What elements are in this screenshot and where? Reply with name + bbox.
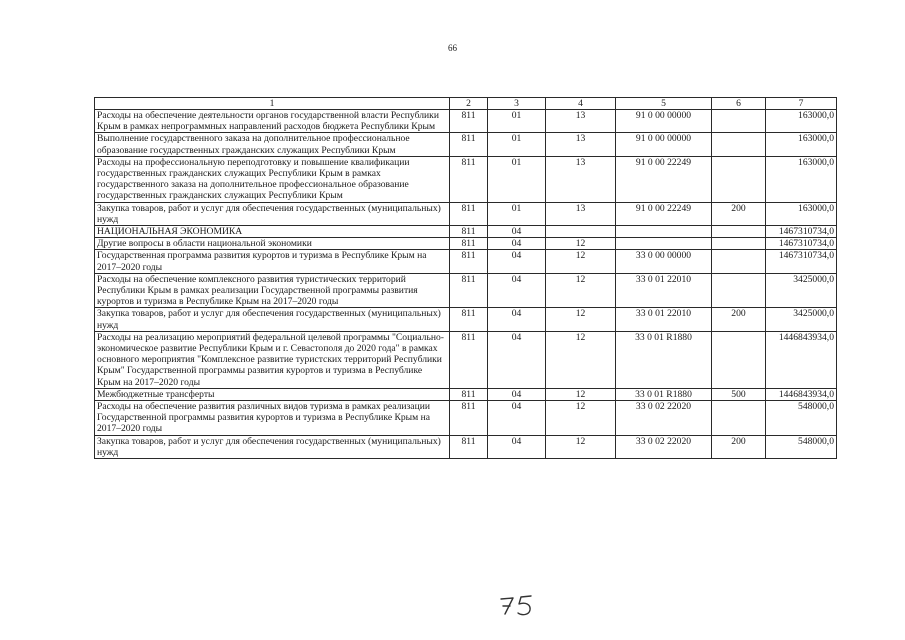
expense-name: Выполнение государственного заказа на дополнительное профессиональное образование государственных гражданских служащих Республики Крым [95, 133, 450, 156]
target-article-code: 33 0 01 22010 [616, 273, 712, 308]
expense-type-code: 500 [712, 388, 766, 400]
budget-table [94, 97, 837, 459]
subsection-code: 12 [546, 273, 616, 308]
expense-type-code [712, 110, 766, 133]
expense-name: Расходы на профессиональную переподготовку и повышение квалификации государственных гражданских служащих Республики Крым в рамках государственного заказа на дополнительное профессиональное образование государственных гражданских служащих Республики Крым [95, 156, 450, 202]
section-code: 04 [488, 388, 546, 400]
expense-name: Другие вопросы в области национальной экономики [95, 238, 450, 250]
target-article-code: 33 0 02 22020 [616, 401, 712, 436]
expense-type-code [712, 250, 766, 273]
expense-name: НАЦИОНАЛЬНАЯ ЭКОНОМИКА [95, 226, 450, 238]
subsection-code [546, 226, 616, 238]
section-code: 04 [488, 250, 546, 273]
section-code: 04 [488, 331, 546, 388]
ministry-code: 811 [450, 273, 488, 308]
column-header: 2 [450, 98, 488, 110]
target-article-code: 33 0 00 00000 [616, 250, 712, 273]
table-row [95, 401, 837, 436]
ministry-code: 811 [450, 133, 488, 156]
column-header: 6 [712, 98, 766, 110]
section-code: 04 [488, 238, 546, 250]
table-row [95, 435, 837, 458]
table-row [95, 202, 837, 225]
subsection-code: 12 [546, 308, 616, 331]
page-number: 66 [448, 43, 457, 53]
expense-type-code [712, 331, 766, 388]
expense-type-code [712, 156, 766, 202]
ministry-code: 811 [450, 238, 488, 250]
section-code: 04 [488, 273, 546, 308]
subsection-code: 12 [546, 435, 616, 458]
subsection-code: 13 [546, 133, 616, 156]
amount: 3425000,0 [766, 273, 837, 308]
target-article-code: 91 0 00 22249 [616, 156, 712, 202]
target-article-code: 33 0 01 R1880 [616, 331, 712, 388]
expense-type-code [712, 226, 766, 238]
target-article-code [616, 238, 712, 250]
section-code: 04 [488, 226, 546, 238]
handwritten-page-mark [497, 592, 543, 618]
expense-name: Закупка товаров, работ и услуг для обеспечения государственных (муниципальных) нужд [95, 202, 450, 225]
amount: 1467310734,0 [766, 250, 837, 273]
column-header: 5 [616, 98, 712, 110]
section-code: 04 [488, 435, 546, 458]
subsection-code: 12 [546, 331, 616, 388]
amount: 163000,0 [766, 202, 837, 225]
amount: 1446843934,0 [766, 388, 837, 400]
amount: 163000,0 [766, 133, 837, 156]
section-code: 01 [488, 133, 546, 156]
expense-type-code: 200 [712, 435, 766, 458]
section-code: 04 [488, 308, 546, 331]
section-code: 01 [488, 156, 546, 202]
table-row [95, 250, 837, 273]
amount: 1467310734,0 [766, 238, 837, 250]
expense-name: Расходы на реализацию мероприятий федеральной целевой программы "Социально-экономическое развитие Республики Крым и г. Севастополя до 2020 года" в рамках основного мероприятия "Комплексное развитие туристских территорий Республики Крым" Государственной программы развития курортов и туризма в Республике Крым на 2017–2020 годы [95, 331, 450, 388]
expense-name: Расходы на обеспечение развития различных видов туризма в рамках реализации Государственной программы развития курортов и туризма в Республике Крым на 2017–2020 годы [95, 401, 450, 436]
expense-name: Расходы на обеспечение комплексного развития туристических территорий Республики Крым в рамках реализации Государственной программы развития курортов и туризма в Республике Крым на 2017–2020 годы [95, 273, 450, 308]
subsection-code: 12 [546, 238, 616, 250]
subsection-code: 12 [546, 388, 616, 400]
ministry-code: 811 [450, 250, 488, 273]
expense-type-code [712, 238, 766, 250]
table-row [95, 133, 837, 156]
expense-type-code [712, 401, 766, 436]
amount: 1467310734,0 [766, 226, 837, 238]
ministry-code: 811 [450, 110, 488, 133]
column-header: 3 [488, 98, 546, 110]
ministry-code: 811 [450, 226, 488, 238]
amount: 163000,0 [766, 110, 837, 133]
column-header: 7 [766, 98, 837, 110]
amount: 548000,0 [766, 401, 837, 436]
column-header: 1 [95, 98, 450, 110]
section-code: 01 [488, 202, 546, 225]
ministry-code: 811 [450, 388, 488, 400]
table-row [95, 226, 837, 238]
expense-type-code: 200 [712, 308, 766, 331]
expense-type-code: 200 [712, 202, 766, 225]
amount: 548000,0 [766, 435, 837, 458]
ministry-code: 811 [450, 331, 488, 388]
target-article-code: 33 0 02 22020 [616, 435, 712, 458]
table-row [95, 238, 837, 250]
target-article-code: 33 0 01 22010 [616, 308, 712, 331]
subsection-code: 13 [546, 110, 616, 133]
header-row [95, 98, 837, 110]
ministry-code: 811 [450, 156, 488, 202]
target-article-code: 91 0 00 22249 [616, 202, 712, 225]
ministry-code: 811 [450, 308, 488, 331]
target-article-code [616, 226, 712, 238]
expense-name: Закупка товаров, работ и услуг для обеспечения государственных (муниципальных) нужд [95, 308, 450, 331]
amount: 3425000,0 [766, 308, 837, 331]
table-row [95, 308, 837, 331]
table-row [95, 156, 837, 202]
subsection-code: 12 [546, 250, 616, 273]
column-header: 4 [546, 98, 616, 110]
expense-name: Межбюджетные трансферты [95, 388, 450, 400]
expense-name: Государственная программа развития курортов и туризма в Республике Крым на 2017–2020 годы [95, 250, 450, 273]
target-article-code: 91 0 00 00000 [616, 133, 712, 156]
table-row [95, 110, 837, 133]
section-code: 04 [488, 401, 546, 436]
subsection-code: 13 [546, 156, 616, 202]
expense-name: Закупка товаров, работ и услуг для обеспечения государственных (муниципальных) нужд [95, 435, 450, 458]
expense-name: Расходы на обеспечение деятельности органов государственной власти Республики Крым в рамках непрограммных направлений расходов бюджета Республики Крым [95, 110, 450, 133]
target-article-code: 33 0 01 R1880 [616, 388, 712, 400]
ministry-code: 811 [450, 401, 488, 436]
ministry-code: 811 [450, 435, 488, 458]
table-row [95, 388, 837, 400]
expense-type-code [712, 133, 766, 156]
target-article-code: 91 0 00 00000 [616, 110, 712, 133]
table-row [95, 273, 837, 308]
table-row [95, 331, 837, 388]
subsection-code: 12 [546, 401, 616, 436]
ministry-code: 811 [450, 202, 488, 225]
subsection-code: 13 [546, 202, 616, 225]
amount: 163000,0 [766, 156, 837, 202]
expense-type-code [712, 273, 766, 308]
section-code: 01 [488, 110, 546, 133]
amount: 1446843934,0 [766, 331, 837, 388]
